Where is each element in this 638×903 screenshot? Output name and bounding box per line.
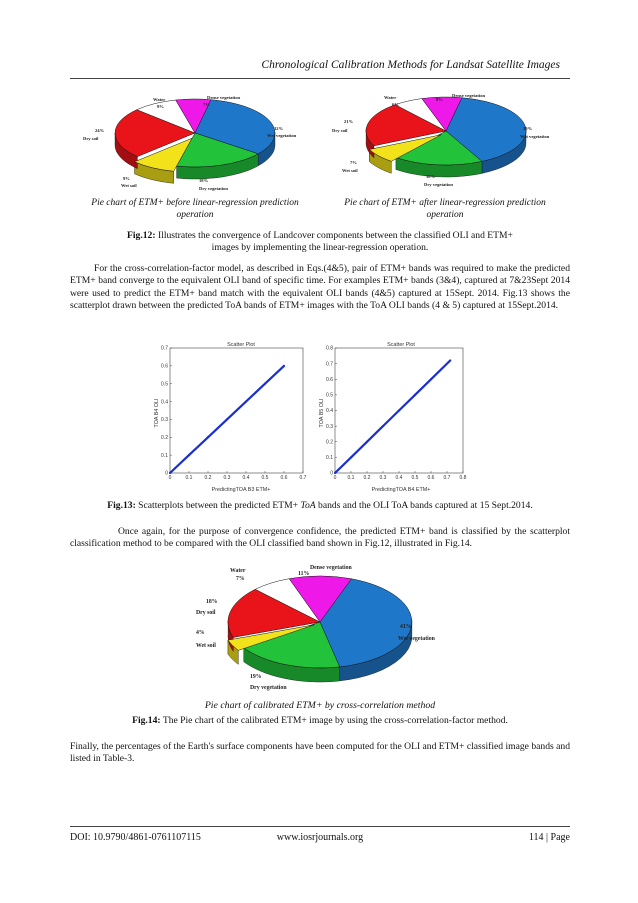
pie-before-label-wetsoil: Wet soil	[121, 183, 137, 188]
fig12-text: Illustrates the convergence of Landcover components between the classified OLI and ETM+	[157, 230, 513, 241]
pie-before-caption-line1: Pie chart of ETM+ before linear-regression prediction	[91, 198, 299, 208]
pie-after-pct-dryveg: 18%	[426, 174, 436, 179]
sc2-xtick-label-5: 0.5	[411, 475, 419, 481]
sc2-xtick-label-3: 0.3	[379, 475, 387, 481]
pie-cal-label-water: Water	[230, 568, 246, 574]
pie-cal-label-wetveg: Wet vegetation	[398, 636, 435, 642]
pie-chart-after-slices	[366, 97, 526, 177]
scatter-left-marks	[169, 365, 285, 474]
sc2-point-0	[334, 472, 336, 474]
pie-before-label-drysoil: Dry soil	[83, 136, 99, 141]
sc2-ytick-label-4: 0.4	[326, 408, 333, 415]
sc1-ytick-label-7: 0.7	[161, 345, 168, 352]
fig14-text: The Pie chart of the calibrated ETM+ image by using the cross-correlation-factor method.	[162, 715, 508, 726]
fig13-label: Fig.13:	[107, 500, 136, 511]
fig14-caption	[70, 715, 570, 727]
scatter-right-ylabel: TOA B5 OLI	[319, 398, 325, 428]
sc1-point-3	[226, 418, 228, 420]
sc2-xtick-label-2: 0.2	[363, 475, 371, 481]
scatter-left-title: Scatter Plot	[227, 342, 255, 348]
sc2-xtick-label-4: 0.4	[395, 475, 403, 481]
sc2-point-7	[449, 359, 451, 361]
scatter-plot-left	[150, 338, 315, 494]
pie-before-caption	[75, 197, 315, 221]
pie-after-pct-water: 6%	[392, 102, 399, 107]
sc1-point-2	[207, 436, 209, 438]
fig12-label: Fig.12:	[127, 230, 156, 241]
sc1-ytick-label-4: 0.4	[161, 399, 168, 406]
sc2-data-line	[335, 361, 450, 474]
fig13-text-before: Scatterplots between the predicted ETM+	[138, 500, 301, 511]
pie-before-pct-dense: 7%	[203, 102, 210, 107]
pie-chart-before-slices	[115, 99, 275, 183]
sc2-ytick-label-6: 0.6	[326, 376, 333, 383]
sc1-xtick-label-1: 0.1	[185, 475, 193, 481]
footer-site: www.iosrjournals.org	[276, 832, 364, 843]
pie-before-pct-drysoil: 24%	[95, 128, 105, 133]
sc2-xtick-label-1: 0.1	[347, 475, 355, 481]
sc1-point-1	[188, 454, 190, 456]
paragraph-cross-correlation: For the cross-correlation-factor model, as described in Eqs.(4&5), pair of ETM+ bands was required to make the predicted ETM+ band converge to the equivalent OLI band of specific time. For examples ETM+ bands (3&4), captured at 7&23Sept 2014 were used to predict the ETM+ band match with the equivalent OLI bands (4&5) captured at 15Sept. 2014. Fig.13 shows the scatterplot drawn between the predicted ToA bands of ETM+ images with the ToA OLI bands (4 & 5) captured at 15Sept.2014.	[70, 263, 570, 312]
sc2-point-5	[414, 394, 416, 396]
sc1-ytick-label-0: 0	[165, 470, 168, 477]
sc1-point-4	[245, 400, 247, 402]
sc2-ytick-label-7: 0.7	[326, 361, 333, 368]
sc1-ytick-label-3: 0.3	[161, 417, 168, 424]
pie-after-caption-line2: operation	[426, 210, 464, 220]
fig13-toa: ToA	[300, 500, 316, 511]
fig12-caption	[70, 230, 570, 255]
sc2-ytick-label-5: 0.5	[326, 392, 333, 399]
pie-before-label-wetveg: Wet vegetation	[267, 133, 297, 138]
pie-before-pct-water: 9%	[157, 104, 164, 109]
sc1-point-6	[283, 365, 285, 367]
pie-before-label-dense: Dense vegetation	[207, 95, 241, 100]
pie-before-pct-dryveg: 18%	[199, 178, 209, 183]
scatter-right-xlabel: PredictingTOA B4 ETM+	[371, 487, 431, 493]
sc2-ytick-label-2: 0.2	[326, 439, 333, 446]
pie-after-label-water: Water	[384, 95, 397, 100]
scatter-plot-right	[315, 338, 475, 494]
pie-cal-pct-wetsoil: 4%	[196, 630, 205, 636]
footer-doi: DOI: 10.9790/4861-0761107115	[70, 832, 201, 843]
pie-after-pct-wetsoil: 7%	[350, 160, 357, 165]
pie-cal-pct-drysoil: 18%	[206, 599, 218, 605]
running-head: Chronological Calibration Methods for Landsat Satellite Images	[261, 59, 560, 71]
pie-after-label-wetsoil: Wet soil	[342, 168, 358, 173]
footer-page: 114 | Page	[528, 832, 570, 843]
pie-before-pct-wetsoil: 9%	[123, 176, 130, 181]
sc2-point-4	[398, 409, 400, 411]
pie-cal-pct-wetveg: 41%	[400, 624, 412, 630]
sc1-ytick-label-5: 0.5	[161, 381, 168, 388]
sc2-ytick-label-8: 0.8	[326, 345, 333, 352]
sc2-point-2	[366, 441, 368, 443]
fig14-label: Fig.14:	[132, 715, 161, 726]
pie-cal-label-wetsoil: Wet soil	[196, 643, 216, 649]
pie-after-caption-line1: Pie chart of ETM+ after linear-regression prediction	[344, 198, 546, 208]
sc2-ytick-label-1: 0.1	[326, 455, 333, 462]
pie-cal-label-drysoil: Dry soil	[196, 610, 216, 616]
sc2-ytick-label-3: 0.3	[326, 423, 333, 430]
sc1-point-5	[264, 383, 266, 385]
pie-after-label-wetveg: Wet vegetation	[520, 134, 550, 139]
scatter-left-ylabel: TOA B4 OLI	[154, 398, 160, 428]
sc1-xtick-label-4: 0.4	[242, 475, 250, 481]
pie-after-pct-drysoil: 21%	[344, 119, 354, 124]
pie-cal-pct-water: 7%	[236, 576, 245, 582]
fig13-text-after: bands and the OLI ToA bands captured at 15 Sept.2014.	[315, 500, 533, 511]
pie-cal-label-dryveg: Dry vegetation	[250, 685, 287, 691]
sc1-xtick-label-7: 0.7	[299, 475, 307, 481]
sc2-xtick-label-0: 0	[333, 475, 337, 481]
pie-chart-calibrated	[190, 560, 450, 698]
sc1-xtick-label-0: 0	[168, 475, 172, 481]
scatter-right-title: Scatter Plot	[387, 342, 415, 348]
sc2-point-1	[350, 456, 352, 458]
sc2-xtick-label-6: 0.6	[427, 475, 435, 481]
pie-chart-after	[330, 86, 570, 198]
paragraph-finally: Finally, the percentages of the Earth's surface components have been computed for the OLI and ETM+ classified image bands and listed in Table-3.	[70, 741, 570, 765]
pie-before-label-dryveg: Dry vegetation	[199, 186, 228, 191]
sc1-xtick-label-6: 0.6	[280, 475, 288, 481]
pie-before-label-water: Water	[153, 97, 166, 102]
sc2-xtick-label-8: 0.8	[459, 475, 467, 481]
sc2-point-3	[382, 425, 384, 427]
header-rule	[70, 78, 570, 79]
pie-before-caption-line2: operation	[176, 210, 214, 220]
scatter-right-marks	[334, 359, 451, 474]
sc1-ytick-label-1: 0.1	[161, 452, 168, 459]
sc1-xtick-label-3: 0.3	[223, 475, 231, 481]
sc1-xtick-label-5: 0.5	[261, 475, 269, 481]
sc2-ytick-label-0: 0	[330, 470, 333, 477]
paragraph-convergence: Once again, for the purpose of convergence confidence, the predicted ETM+ band is classified by the scatterplot classification method to be compared with the OLI classified band shown in Fig.12, illustrated in Fig.14.	[70, 526, 570, 550]
pie-after-caption	[325, 197, 565, 221]
sc1-ytick-label-6: 0.6	[161, 363, 168, 370]
pie-after-label-dense: Dense vegetation	[452, 93, 486, 98]
fig13-caption	[70, 500, 570, 512]
pie-after-label-dryveg: Dry vegetation	[424, 182, 453, 187]
pie-calibrated-caption: Pie chart of calibrated ETM+ by cross-correlation method	[204, 700, 436, 711]
scatter-left-xlabel: PredictingTOA B3 ETM+	[211, 487, 271, 493]
pie-cal-pct-dryveg: 19%	[250, 674, 262, 680]
pie-chart-before	[75, 86, 315, 198]
pie-after-label-drysoil: Dry soil	[332, 128, 348, 133]
sc1-point-0	[169, 472, 171, 474]
sc1-xtick-label-2: 0.2	[204, 475, 212, 481]
sc1-ytick-label-2: 0.2	[161, 434, 168, 441]
pie-cal-label-dense: Dense vegetation	[310, 565, 352, 571]
pie-after-pct-wetveg: 39%	[523, 126, 533, 131]
pie-chart-calibrated-slices	[228, 576, 412, 682]
fig12-text-line2: images by implementing the linear-regression operation.	[211, 242, 429, 254]
footer-rule	[70, 826, 570, 827]
sc2-point-6	[430, 378, 432, 380]
pie-cal-pct-dense: 11%	[298, 571, 310, 577]
sc2-xtick-label-7: 0.7	[443, 475, 451, 481]
pie-after-pct-dense: 8%	[436, 97, 443, 102]
pie-before-pct-wetveg: 32%	[274, 126, 284, 131]
